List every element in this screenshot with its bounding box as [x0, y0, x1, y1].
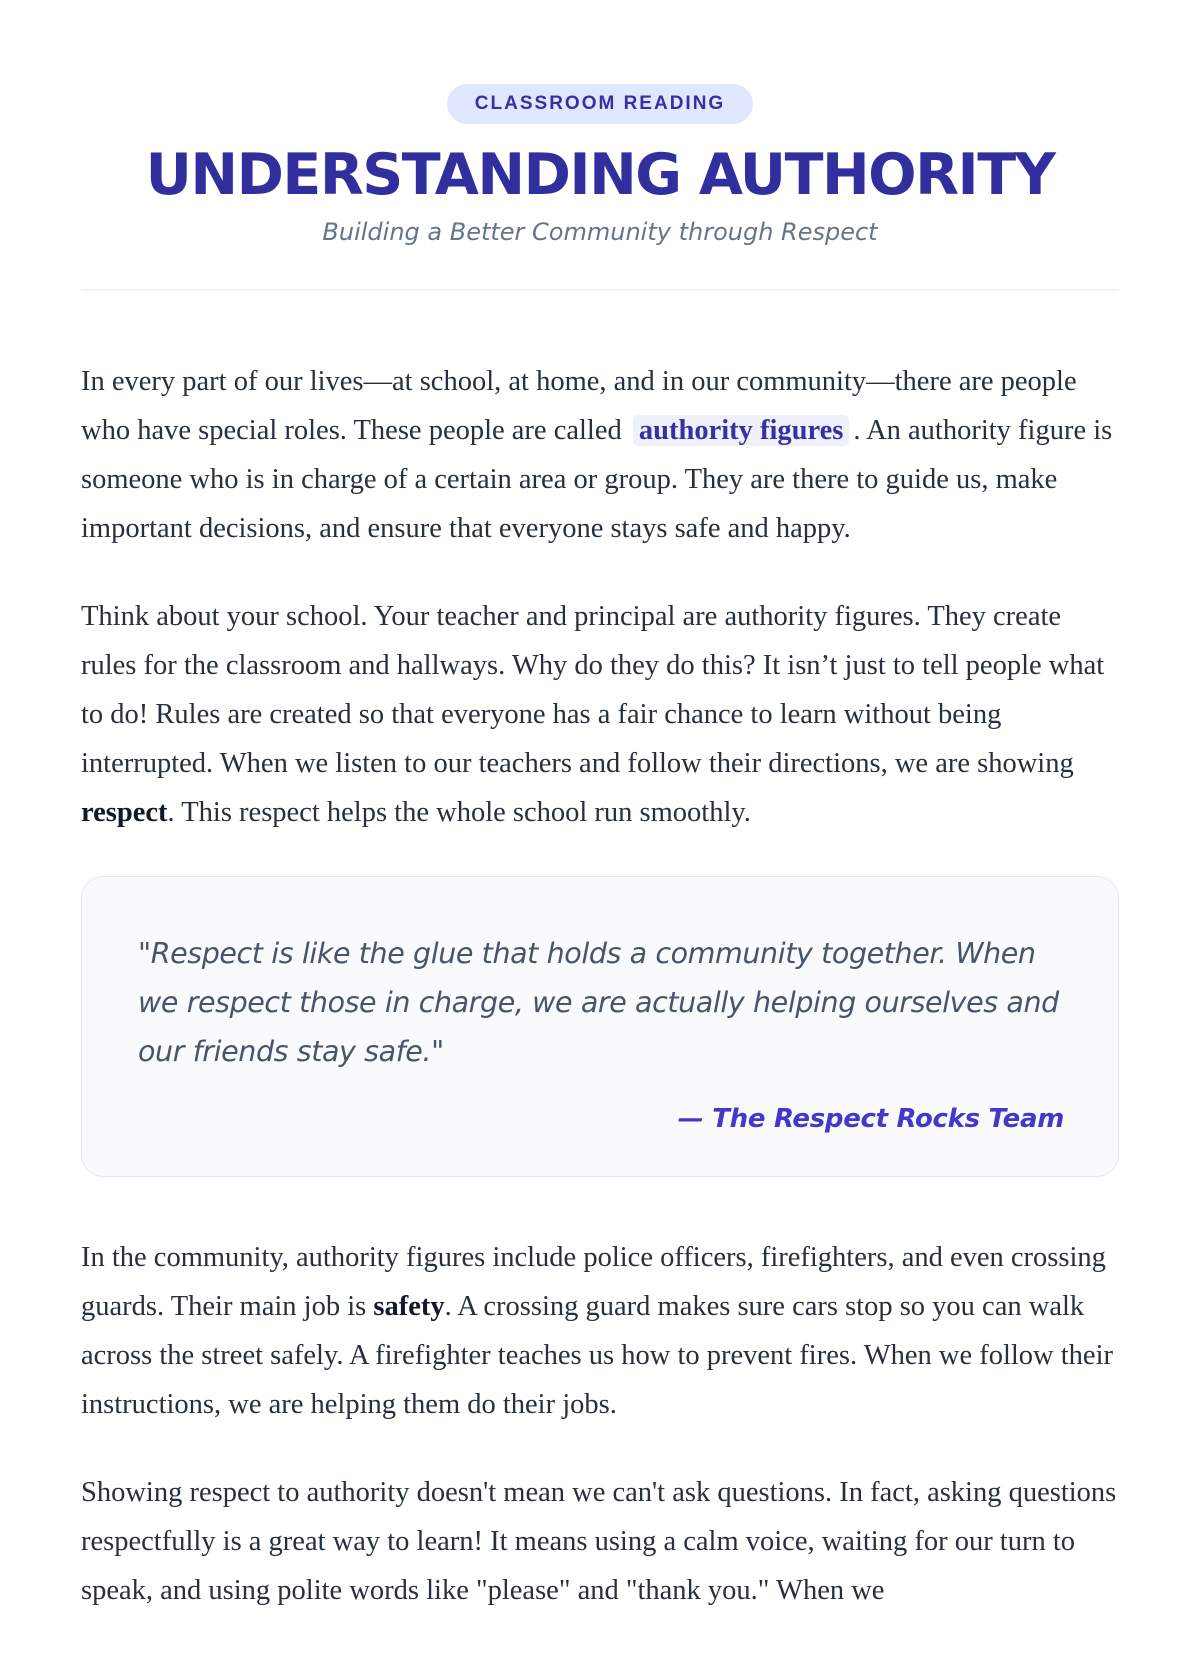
page-header: [81, 0, 1119, 291]
paragraph-community-text-start: In the community, authority figures include police officers, firefighters, and even crossing guards. Their main job is: [81, 1242, 1106, 1322]
page-title: UNDERSTANDING AUTHORITY: [145, 142, 1055, 208]
paragraph-intro-text-end: . An authority figure is someone who is in charge of a certain area or group. They are there to guide us, make important decisions, and ensure that everyone stays safe and happy.: [81, 415, 1113, 544]
bold-term-safety: safety: [373, 1291, 445, 1322]
quote-author: — The Respect Rocks Team: [677, 1104, 1064, 1134]
quote-text: "Respect is like the glue that holds a community together. When we respect those in charge, we are actually helping ourselves and our friends stay safe.": [138, 937, 1059, 1068]
reading-page: [81, 0, 1119, 1654]
article-body: [81, 357, 1119, 1615]
quote-box: [81, 876, 1119, 1177]
paragraph-community: [81, 1233, 1119, 1429]
highlighted-term: authority figures: [633, 415, 850, 446]
paragraph-school: [81, 592, 1119, 837]
paragraph-intro: [81, 357, 1119, 553]
page-subtitle: Building a Better Community through Respect: [322, 218, 878, 246]
bold-term-respect: respect: [81, 797, 168, 828]
paragraph-questions: [81, 1468, 1119, 1615]
paragraph-questions-text: Showing respect to authority doesn't mean we can't ask questions. In fact, asking questions respectfully is a great way to learn! It means using a calm voice, waiting for our turn to speak, and using polite words like "please" and "thank you." When we: [81, 1477, 1117, 1606]
paragraph-school-text-start: Think about your school. Your teacher and principal are authority figures. They create rules for the classroom and hallways. Why do they do this? It isn’t just to tell people what to do! Rules are created so that everyone has a fair chance to learn without being interrupted. When we listen to our teachers and follow their directions, we are showing: [81, 601, 1105, 779]
category-badge: CLASSROOM READING: [447, 84, 753, 124]
paragraph-community-text-end: . A crossing guard makes sure cars stop so you can walk across the street safely. A firefighter teaches us how to prevent fires. When we follow their instructions, we are helping them do their jobs.: [81, 1291, 1113, 1420]
paragraph-intro-text-start: In every part of our lives—at school, at home, and in our community—there are people who have special roles. These people are called: [81, 366, 1077, 446]
paragraph-school-text-end: . This respect helps the whole school run smoothly.: [167, 797, 751, 828]
header-divider: [81, 289, 1119, 291]
